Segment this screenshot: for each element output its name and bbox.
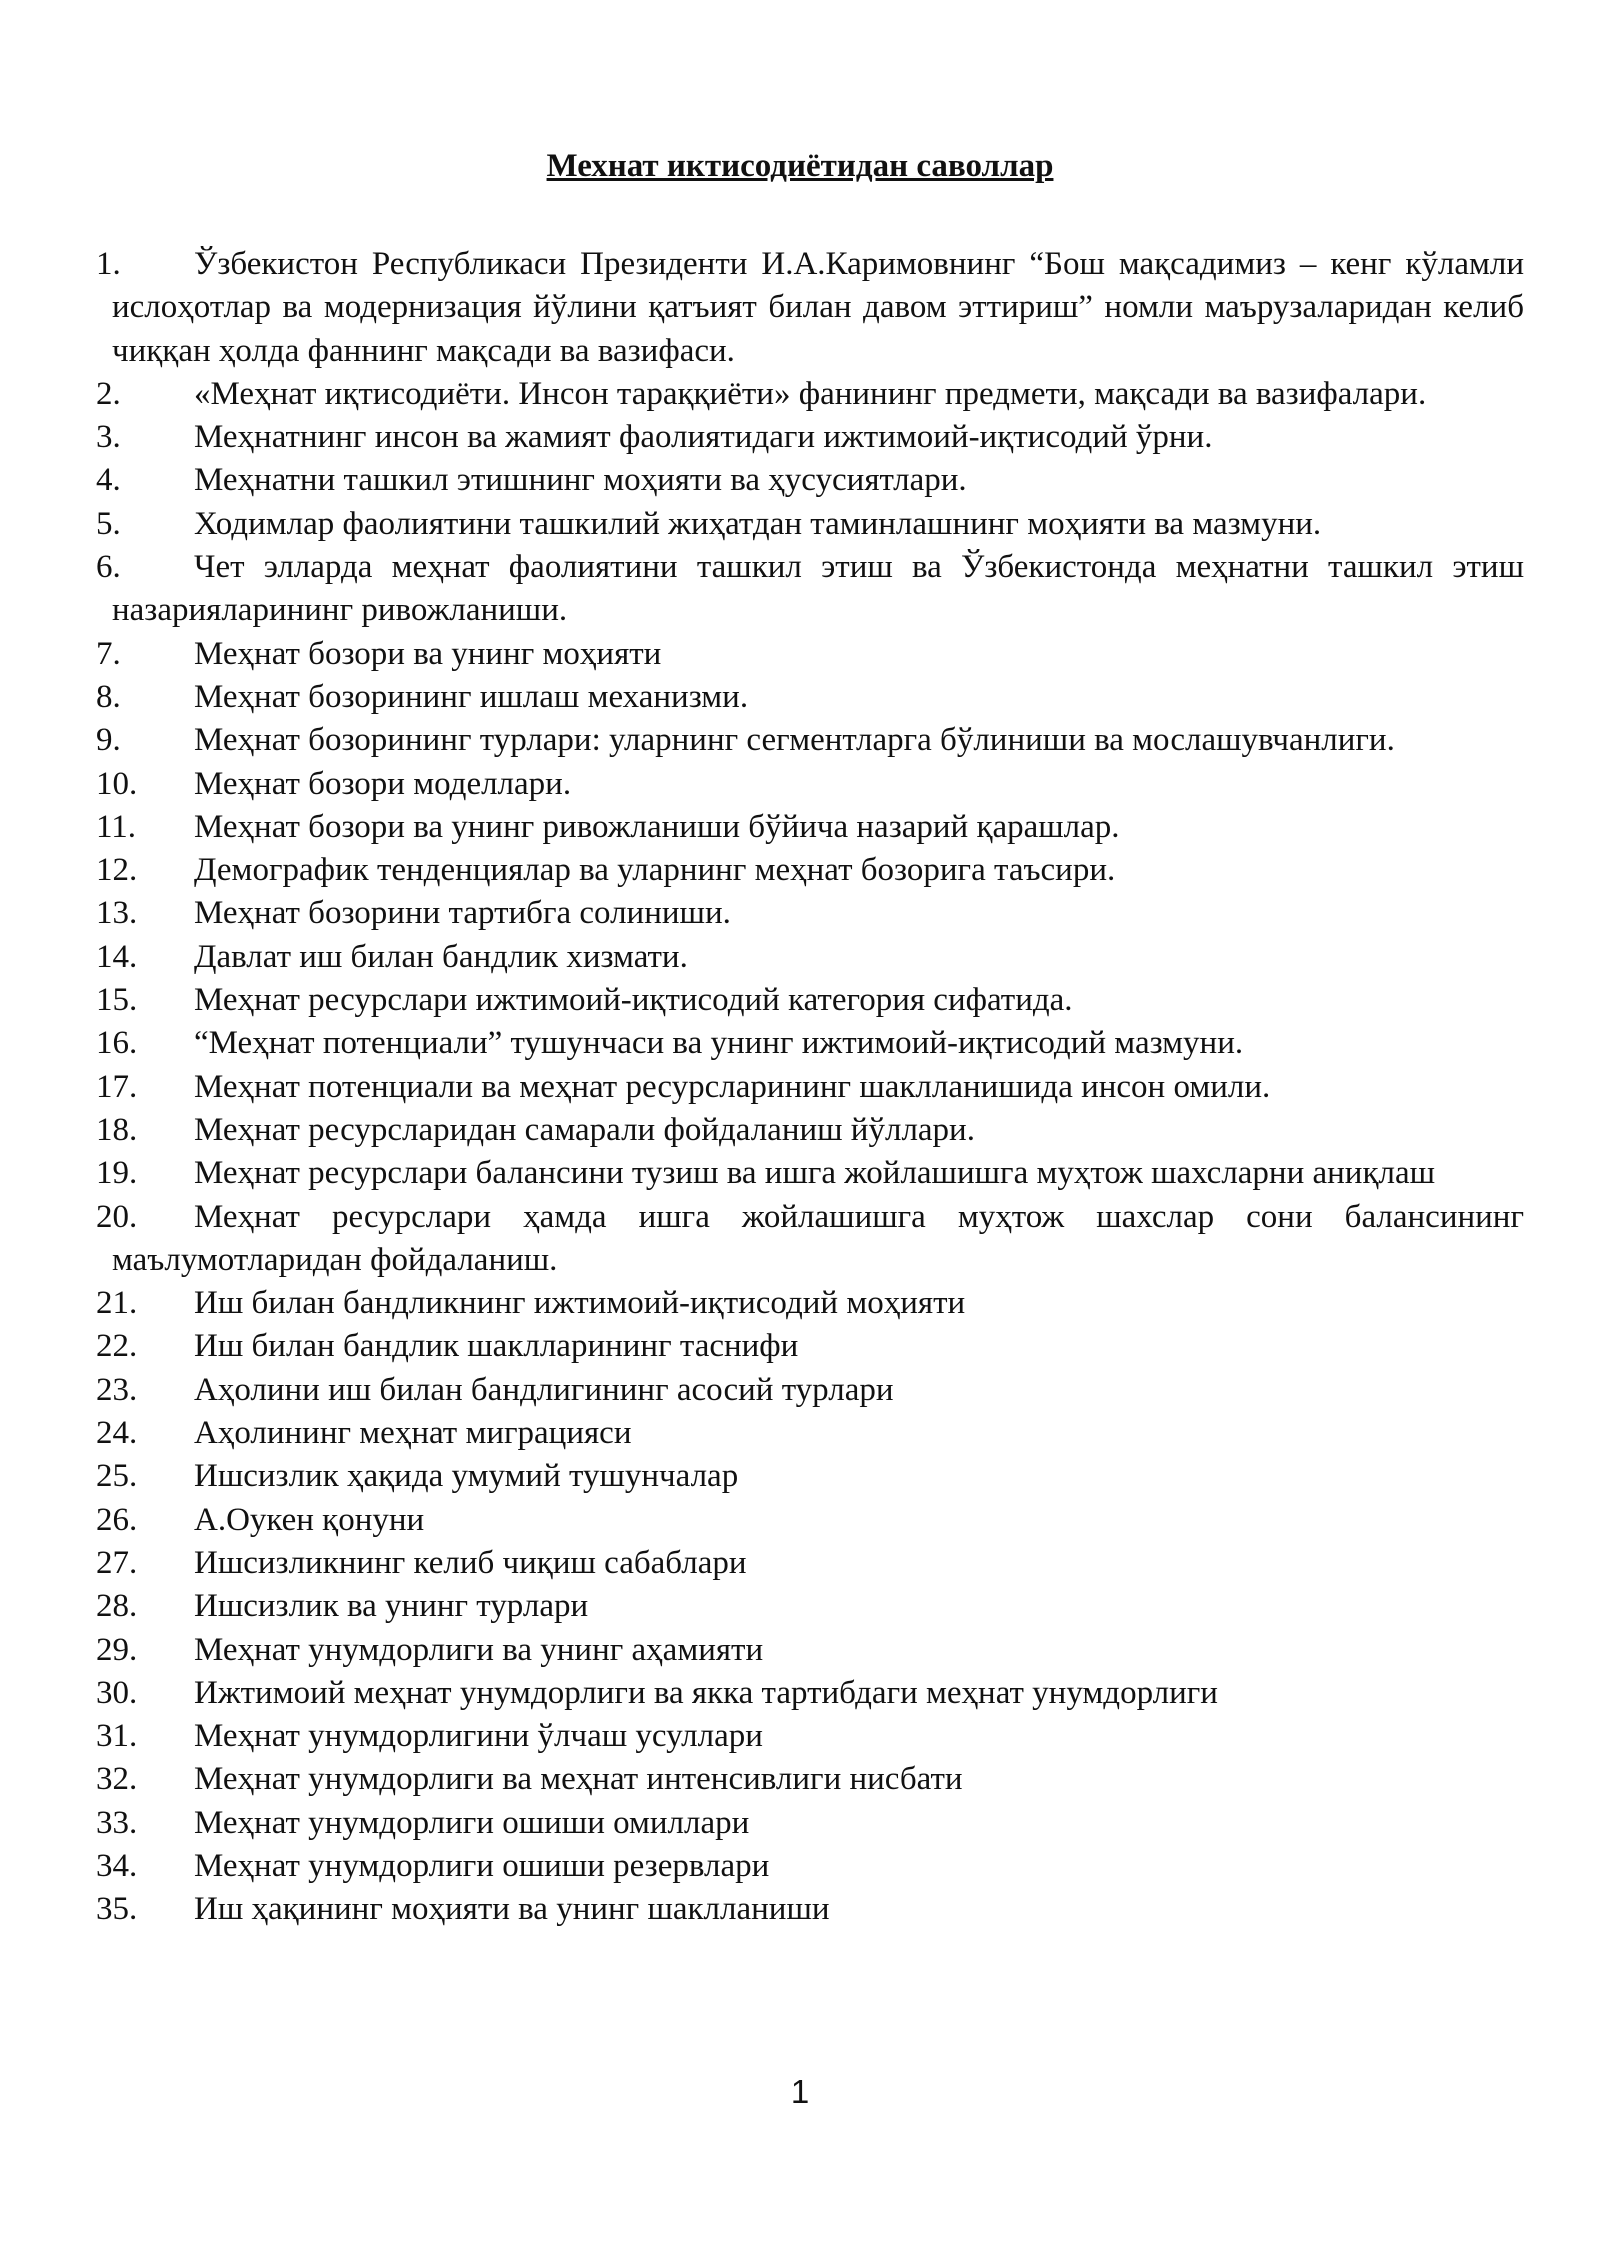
question-item	[96, 243, 1524, 373]
question-number: 9.	[96, 722, 121, 759]
question-text: Меҳнатни ташкил этишнинг моҳияти ва ҳусусиятлари.	[194, 462, 967, 499]
question-text: Меҳнат бозорининг ишлаш механизми.	[194, 678, 749, 715]
question-item	[96, 1672, 1524, 1715]
question-item	[96, 1022, 1524, 1065]
question-text: А.Оукен қонуни	[194, 1501, 425, 1538]
question-text: Ижтимоий меҳнат унумдорлиги ва якка тартибдаги меҳнат унумдорлиги	[194, 1674, 1218, 1711]
question-number: 13.	[96, 895, 138, 932]
question-text: Меҳнат унумдорлиги ва меҳнат интенсивлиги нисбати	[194, 1761, 963, 1798]
question-item	[96, 1325, 1524, 1368]
question-text: Меҳнат потенциали ва меҳнат ресурсларининг шаклланишида инсон омили.	[194, 1068, 1271, 1105]
question-number: 19.	[96, 1155, 138, 1192]
question-text: Меҳнат ресурслари ижтимоий-иқтисодий категория сифатида.	[194, 982, 1073, 1019]
question-text: Меҳнат бозори моделлари.	[194, 765, 572, 802]
question-text: Меҳнат унумдорлигини ўлчаш усуллари	[194, 1718, 763, 1755]
question-number: 10.	[96, 765, 138, 802]
question-text: Демографик тенденциялар ва уларнинг меҳнат бозорига таъсири.	[194, 852, 1116, 889]
question-item	[96, 1629, 1524, 1672]
question-number: 33.	[96, 1804, 138, 1841]
question-item	[96, 806, 1524, 849]
question-item	[96, 633, 1524, 676]
question-list	[96, 243, 1524, 1932]
question-item	[96, 676, 1524, 719]
question-item	[96, 1455, 1524, 1498]
question-item	[96, 416, 1524, 459]
page-number: 1	[790, 2073, 810, 2110]
question-item	[96, 1758, 1524, 1801]
question-item	[96, 1369, 1524, 1412]
question-text: Иш ҳақининг моҳияти ва унинг шаклланиши	[194, 1891, 830, 1928]
question-text: Меҳнат бозори ва унинг ривожланиши бўйича назарий қарашлар.	[194, 808, 1120, 845]
question-text: Меҳнатнинг инсон ва жамият фаолиятидаги ижтимоий-иқтисодий ўрни.	[194, 419, 1213, 456]
question-text: Аҳолини иш билан бандлигининг асосий турлари	[194, 1371, 894, 1408]
question-number: 29.	[96, 1631, 138, 1668]
question-item	[96, 1109, 1524, 1152]
question-item	[96, 1802, 1524, 1845]
question-text: Меҳнат бозори ва унинг моҳияти	[194, 635, 662, 672]
question-number: 6.	[96, 549, 121, 586]
question-number: 12.	[96, 852, 138, 889]
question-item	[96, 459, 1524, 502]
question-item	[96, 1499, 1524, 1542]
question-number: 5.	[96, 505, 121, 542]
question-text: Меҳнат бозорини тартибга солиниши.	[194, 895, 731, 932]
question-number: 17.	[96, 1068, 138, 1105]
question-item	[96, 763, 1524, 806]
question-number: 3.	[96, 419, 121, 456]
question-item	[96, 373, 1524, 416]
question-number: 7.	[96, 635, 121, 672]
question-item	[96, 892, 1524, 935]
question-item	[96, 1888, 1524, 1931]
question-text: Меҳнат ресурслари балансини тузиш ва ишга жойлашишга муҳтож шахсларни аниқлаш	[194, 1155, 1436, 1192]
question-item	[96, 1066, 1524, 1109]
question-number: 35.	[96, 1891, 138, 1928]
question-number: 11.	[96, 808, 137, 845]
question-text: Меҳнат ресурсларидан самарали фойдаланиш йўллари.	[194, 1111, 975, 1148]
question-text: Меҳнат ресурслари ҳамда ишга жойлашишга муҳтож шахслар сони балансининг маълумотларидан фойдаланиш.	[112, 1198, 1524, 1278]
question-number: 27.	[96, 1544, 138, 1581]
question-number: 22.	[96, 1328, 138, 1365]
question-item	[96, 546, 1524, 633]
question-number: 4.	[96, 462, 121, 499]
question-item	[96, 1196, 1524, 1283]
question-number: 31.	[96, 1718, 138, 1755]
question-item	[96, 1542, 1524, 1585]
question-text: Чет элларда меҳнат фаолиятини ташкил этиш ва Ўзбекистонда меҳнатни ташкил этиш назарияларининг ривожланиши.	[112, 549, 1524, 629]
question-number: 28.	[96, 1588, 138, 1625]
question-item	[96, 1715, 1524, 1758]
question-text: Меҳнат унумдорлиги ошиши омиллари	[194, 1804, 750, 1841]
question-item	[96, 979, 1524, 1022]
question-number: 14.	[96, 938, 138, 975]
question-item	[96, 849, 1524, 892]
question-item	[96, 503, 1524, 546]
question-item	[96, 1152, 1524, 1195]
document-title: Мехнат иктисодиётидан саволлар	[546, 148, 1054, 184]
question-item	[96, 1282, 1524, 1325]
question-item	[96, 1585, 1524, 1628]
question-number: 1.	[96, 246, 121, 282]
question-number: 2.	[96, 375, 121, 412]
question-text: “Меҳнат потенциали” тушунчаси ва унинг ижтимоий-иқтисодий мазмуни.	[194, 1025, 1244, 1062]
question-text: Ўзбекистон Республикаси Президенти И.А.Каримовнинг “Бош мақсадимиз – кенг кўламли ислоҳотлар ва модернизация йўлини қатъият билан давом эттириш” номли маърузаларидан келиб чиққан ҳолда фаннинг мақсади ва вазифаси.	[112, 246, 1524, 369]
question-text: Меҳнат унумдорлиги ошиши резервлари	[194, 1847, 770, 1884]
question-text: Иш билан бандлик шаклларининг таснифи	[194, 1328, 799, 1365]
question-number: 30.	[96, 1674, 138, 1711]
question-number: 8.	[96, 678, 121, 715]
question-number: 32.	[96, 1761, 138, 1798]
question-text: Меҳнат унумдорлиги ва унинг аҳамияти	[194, 1631, 764, 1668]
question-number: 23.	[96, 1371, 138, 1408]
question-text: Ишсизлик ҳақида умумий тушунчалар	[194, 1458, 739, 1495]
question-item	[96, 719, 1524, 762]
question-number: 18.	[96, 1111, 138, 1148]
question-item	[96, 1412, 1524, 1455]
question-text: Иш билан бандликнинг ижтимоий-иқтисодий моҳияти	[194, 1285, 966, 1322]
question-number: 21.	[96, 1285, 138, 1322]
question-text: Давлат иш билан бандлик хизмати.	[194, 938, 688, 975]
question-number: 26.	[96, 1501, 138, 1538]
question-text: Ишсизлик ва унинг турлари	[194, 1588, 589, 1625]
question-number: 25.	[96, 1458, 138, 1495]
question-number: 16.	[96, 1025, 138, 1062]
question-number: 34.	[96, 1847, 138, 1884]
question-text: «Меҳнат иқтисодиёти. Инсон тараққиёти» фанининг предмети, мақсади ва вазифалари.	[194, 375, 1427, 412]
question-text: Меҳнат бозорининг турлари: уларнинг сегментларга бўлиниши ва мослашувчанлиги.	[194, 722, 1395, 759]
question-number: 20.	[96, 1198, 138, 1235]
question-number: 15.	[96, 982, 138, 1019]
question-item	[96, 936, 1524, 979]
question-text: Ишсизликнинг келиб чиқиш сабаблари	[194, 1544, 747, 1581]
question-text: Ходимлар фаолиятини ташкилий жиҳатдан таминлашнинг моҳияти ва мазмуни.	[194, 505, 1322, 542]
question-item	[96, 1845, 1524, 1888]
question-text: Аҳолининг меҳнат миграцияси	[194, 1415, 632, 1452]
question-number: 24.	[96, 1415, 138, 1452]
